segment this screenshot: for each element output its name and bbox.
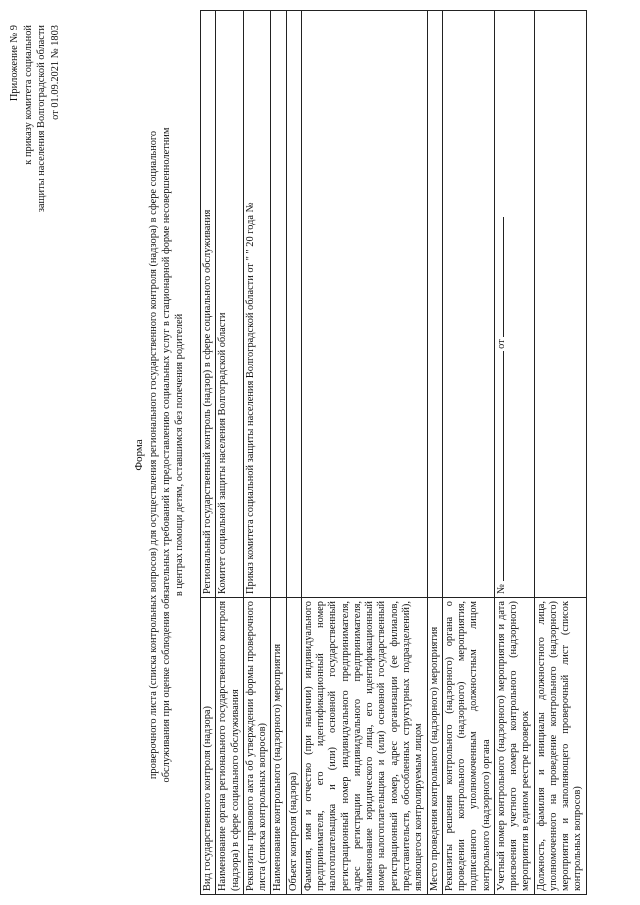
row-value: Приказ комитета социальной защиты населения Волгоградской области от " " 20 года № <box>243 11 271 598</box>
table-row <box>427 11 442 895</box>
row-value: Комитет социальной защиты населения Волгоградской области <box>216 11 244 598</box>
row-value <box>534 11 586 598</box>
table-row <box>201 11 216 895</box>
row-value: Региональный государственный контроль (надзор) в сфере социального обслуживания <box>201 11 216 598</box>
appendix-number: Приложение № 9 <box>9 25 20 102</box>
row-value <box>286 11 301 598</box>
form-subtitle <box>148 15 187 895</box>
table-row <box>243 11 271 895</box>
row-label: Реквизиты правового акта об утверждении формы проверочного листа (списка контрольных вопросов) <box>243 598 271 895</box>
date-blank <box>503 217 504 337</box>
form-subtitle-line: обслуживания при оценке соблюдения обязательных требований к предоставлению социальных услуг в стационарной форме несовершеннолетним <box>160 127 172 783</box>
checklist-details-table <box>200 10 587 895</box>
row-label: Фамилия, имя и отчество (при наличии) индивидуального предпринимателя, его идентификационный номер налогоплательщика и (или) основной государственный регистрационный номер индивидуального предпринимателя, адрес регистрации индивидуального предпринимателя, наименование юридического лица, его идентификационный номер налогоплательщика и (или) основной государственный регистрационный номер, адрес организации (ее филиалов, представительств, обособленных структурных подразделений), являющегося контролируемым лицом <box>301 598 427 895</box>
form-heading <box>133 15 187 895</box>
row-value <box>427 11 442 598</box>
table-row <box>286 11 301 895</box>
registry-number-cell <box>494 11 534 598</box>
form-title: Форма <box>133 439 145 471</box>
table-row <box>216 11 244 895</box>
row-label: Вид государственного контроля (надзора) <box>201 598 216 895</box>
row-label: Должность, фамилия и инициалы должностного лица, уполномоченного на проведение контрольного (надзорного) мероприятия и заполняющего проверочный лист (список контрольных вопросов) <box>534 598 586 895</box>
appendix-block <box>8 25 62 325</box>
appendix-order-line: к приказу комитета социальной <box>22 25 34 165</box>
row-value <box>271 11 286 598</box>
row-label: Учетный номер контрольного (надзорного) мероприятия и дата присвоения учетного номера контрольного (надзорного) мероприятия в едином реестре проверок <box>494 598 534 895</box>
table-row <box>442 11 494 895</box>
from-label: от <box>495 339 507 349</box>
number-blank <box>503 351 504 581</box>
table-row <box>271 11 286 895</box>
row-value <box>442 11 494 598</box>
form-subtitle-line: в центрах помощи детям, оставшимся без попечения родителей <box>173 313 185 597</box>
appendix-date-line: от 01.09.2021 № 1803 <box>49 25 61 120</box>
row-value <box>301 11 427 598</box>
form-subtitle-line: проверочного листа (списка контрольных вопросов) для осуществления регионального государственного контроля (надзора) в сфере социального <box>147 130 159 780</box>
table-row <box>534 11 586 895</box>
table-row <box>301 11 427 895</box>
row-label: Наименование контрольного (надзорного) мероприятия <box>271 598 286 895</box>
row-label: Объект контроля (надзора) <box>286 598 301 895</box>
table-row <box>494 11 534 895</box>
row-label: Реквизиты решения контрольного (надзорного) органа о проведении контрольного (надзорного) мероприятия, подписанного уполномоченным должностным лицом контрольного (надзорного) органа <box>442 598 494 895</box>
appendix-authority-line: защиты населения Волгоградской области <box>36 25 48 213</box>
row-label: Наименование органа регионального государственного контроля (надзора) в сфере социального обслуживания <box>216 598 244 895</box>
number-sign: № <box>495 584 507 594</box>
row-label: Место проведения контрольного (надзорного) мероприятия <box>427 598 442 895</box>
